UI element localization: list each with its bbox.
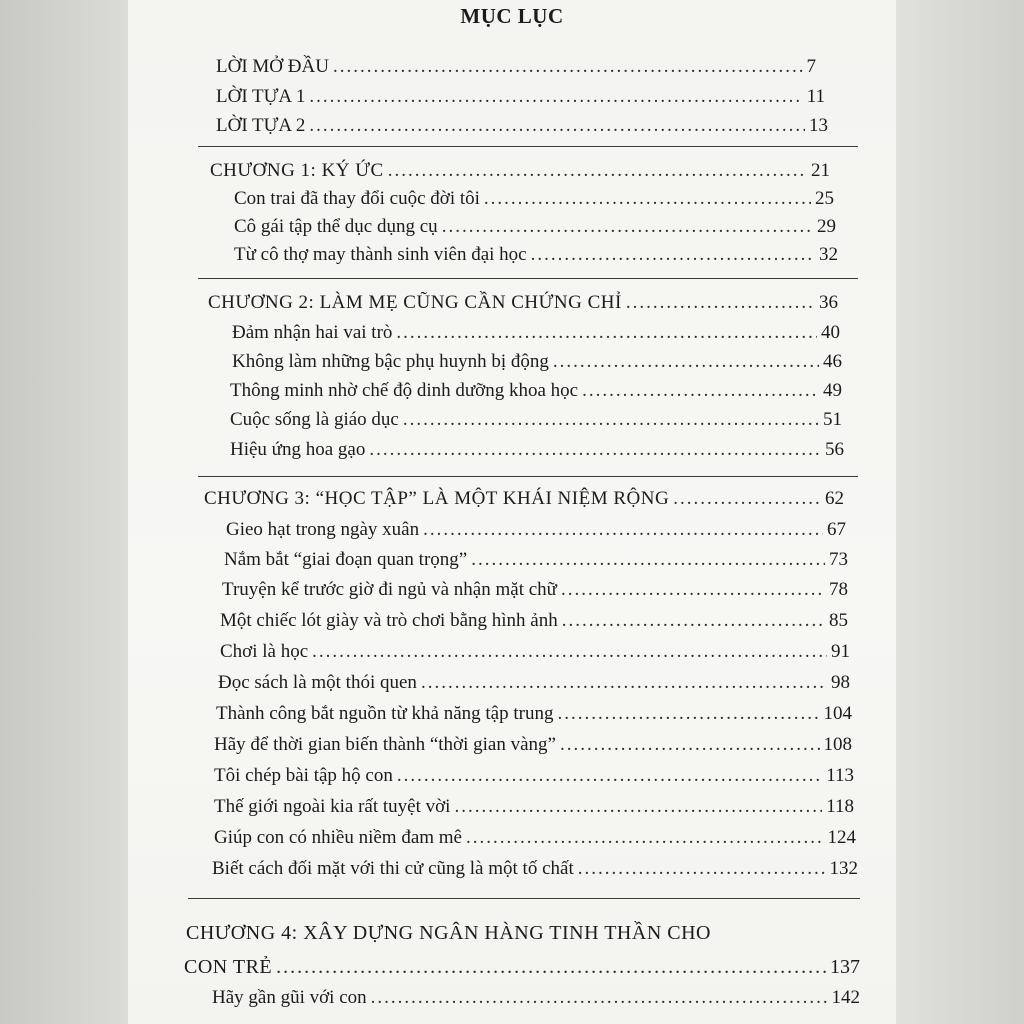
toc-chapter-label: CON TRẺ	[184, 956, 273, 978]
leader-dots	[560, 734, 820, 756]
toc-chapter-page: 21	[811, 160, 830, 181]
toc-chapter-4-line-1: CHƯƠNG 4: XÂY DỰNG NGÂN HÀNG TINH THẦN CHO	[186, 922, 711, 944]
toc-chapter-3	[204, 488, 844, 510]
toc-entry-page: 91	[831, 641, 850, 662]
toc-entry-page: 78	[829, 579, 848, 600]
leader-dots	[553, 351, 819, 373]
leader-dots	[388, 160, 807, 182]
toc-entry-label: Gieo hạt trong ngày xuân	[226, 519, 420, 540]
section-divider	[198, 146, 858, 147]
toc-entry-page: 73	[829, 549, 848, 570]
toc-entry	[226, 519, 846, 541]
leader-dots	[471, 549, 825, 571]
toc-entry-label: Nắm bắt “giai đoạn quan trọng”	[224, 549, 468, 570]
left-page-edge	[0, 0, 128, 1024]
toc-entry-page: 11	[806, 86, 825, 107]
leader-dots	[562, 610, 825, 632]
toc-entry-page: 56	[825, 439, 844, 460]
toc-entry-page: 85	[829, 610, 848, 631]
toc-entry-front-3	[216, 115, 828, 137]
leader-dots	[484, 188, 811, 210]
toc-entry-label: Chơi là học	[220, 641, 309, 662]
toc-entry-label: Truyện kể trước giờ đi ngủ và nhận mặt chữ	[222, 579, 557, 600]
leader-dots	[371, 987, 828, 1009]
toc-entry-page: 118	[826, 796, 854, 817]
leader-dots	[309, 115, 805, 137]
toc-entry	[234, 188, 834, 210]
toc-entry-label: Đảm nhận hai vai trò	[232, 322, 393, 343]
toc-entry-page: 49	[823, 380, 842, 401]
toc-entry-page: 40	[821, 322, 840, 343]
toc-entry-label: Giúp con có nhiều niềm đam mê	[214, 827, 462, 848]
toc-entry-label: Thông minh nhờ chế độ dinh dưỡng khoa học	[230, 380, 579, 401]
leader-dots	[626, 292, 815, 314]
toc-entry-label: LỜI TỰA 2	[216, 115, 306, 136]
toc-entry-page: 98	[831, 672, 850, 693]
toc-entry	[214, 827, 856, 849]
leader-dots	[403, 409, 819, 431]
toc-entry	[222, 579, 848, 601]
toc-entry-label: Không làm những bậc phụ huynh bị động	[232, 351, 549, 372]
leader-dots	[442, 216, 813, 238]
toc-entry-page: 124	[827, 827, 856, 848]
toc-entry	[230, 380, 842, 402]
leader-dots	[396, 322, 817, 344]
toc-entry-label: Cô gái tập thể dục dụng cụ	[234, 216, 438, 237]
toc-entry	[234, 244, 838, 266]
toc-entry-label: Thành công bắt nguồn từ khả năng tập trung	[216, 703, 554, 724]
page-title: MỤC LỤC	[460, 4, 564, 28]
toc-entry-label: LỜI MỞ ĐẦU	[216, 56, 329, 77]
toc-entry	[214, 734, 852, 756]
book-page	[128, 0, 896, 1024]
leader-dots	[333, 56, 803, 78]
section-divider	[198, 278, 858, 279]
toc-chapter-page: 36	[819, 292, 838, 313]
toc-chapter-1	[210, 160, 830, 182]
toc-entry	[234, 216, 836, 238]
toc-entry-page: 104	[823, 703, 852, 724]
toc-chapter-label: CHƯƠNG 1: KÝ ỨC	[210, 160, 384, 181]
toc-entry-page: 13	[809, 115, 828, 136]
leader-dots	[578, 858, 826, 880]
toc-entry-page: 7	[806, 56, 816, 77]
toc-entry	[232, 351, 842, 373]
toc-entry-label: Hãy để thời gian biến thành “thời gian vàng”	[214, 734, 556, 755]
toc-entry	[232, 322, 840, 344]
toc-entry	[218, 672, 850, 694]
toc-chapter-page: 62	[825, 488, 844, 509]
leader-dots	[397, 765, 822, 787]
toc-entry	[212, 858, 858, 880]
toc-entry	[212, 987, 860, 1009]
toc-entry-page: 25	[815, 188, 834, 209]
toc-chapter-label: CHƯƠNG 3: “HỌC TẬP” LÀ MỘT KHÁI NIỆM RỘNG	[204, 488, 670, 509]
toc-entry-label: Biết cách đối mặt với thi cử cũng là một tố chất	[212, 858, 574, 879]
table-of-contents	[128, 0, 896, 1024]
toc-entry	[214, 796, 854, 818]
toc-entry-label: Thế giới ngoài kia rất tuyệt vời	[214, 796, 451, 817]
toc-entry	[214, 765, 854, 787]
leader-dots	[673, 488, 821, 510]
section-divider	[188, 898, 860, 899]
toc-entry-label: LỜI TỰA 1	[216, 86, 306, 107]
toc-entry-page: 46	[823, 351, 842, 372]
toc-entry	[220, 610, 848, 632]
leader-dots	[369, 439, 821, 461]
leader-dots	[557, 703, 819, 725]
toc-chapter-label: CHƯƠNG 2: LÀM MẸ CŨNG CẦN CHỨNG CHỈ	[208, 292, 622, 313]
toc-entry-page: 51	[823, 409, 842, 430]
toc-entry	[220, 641, 850, 663]
toc-entry	[230, 409, 842, 431]
toc-chapter-2	[208, 292, 838, 314]
leader-dots	[561, 579, 825, 601]
toc-entry-label: Tôi chép bài tập hộ con	[214, 765, 393, 786]
toc-entry-page: 132	[829, 858, 858, 879]
section-divider	[198, 476, 858, 477]
leader-dots	[582, 380, 819, 402]
toc-entry-front-1	[216, 56, 816, 78]
leader-dots	[423, 519, 823, 541]
right-page-edge	[896, 0, 1024, 1024]
leader-dots	[454, 796, 822, 818]
toc-entry-page: 29	[817, 216, 836, 237]
leader-dots	[466, 827, 824, 849]
leader-dots	[312, 641, 827, 663]
toc-entry-page: 142	[831, 987, 860, 1008]
toc-entry-label: Hãy gần gũi với con	[212, 987, 367, 1008]
toc-entry-page: 67	[827, 519, 846, 540]
leader-dots	[309, 86, 802, 108]
leader-dots	[421, 672, 827, 694]
toc-entry-page: 108	[823, 734, 852, 755]
leader-dots	[531, 244, 815, 266]
leader-dots	[276, 956, 826, 979]
toc-chapter-page: 137	[830, 956, 860, 978]
toc-entry-label: Cuộc sống là giáo dục	[230, 409, 399, 430]
toc-entry	[216, 703, 852, 725]
toc-entry	[224, 549, 848, 571]
toc-entry-label: Đọc sách là một thói quen	[218, 672, 417, 693]
toc-entry-label: Từ cô thợ may thành sinh viên đại học	[234, 244, 527, 265]
toc-entry-page: 113	[826, 765, 854, 786]
toc-entry-label: Hiệu ứng hoa gạo	[230, 439, 366, 460]
toc-entry-front-2	[216, 86, 825, 108]
toc-entry-page: 32	[819, 244, 838, 265]
toc-entry-label: Con trai đã thay đổi cuộc đời tôi	[234, 188, 480, 209]
toc-entry-label: Một chiếc lót giày và trò chơi bằng hình ảnh	[220, 610, 558, 631]
toc-entry	[230, 439, 844, 461]
toc-chapter-4	[184, 956, 860, 979]
